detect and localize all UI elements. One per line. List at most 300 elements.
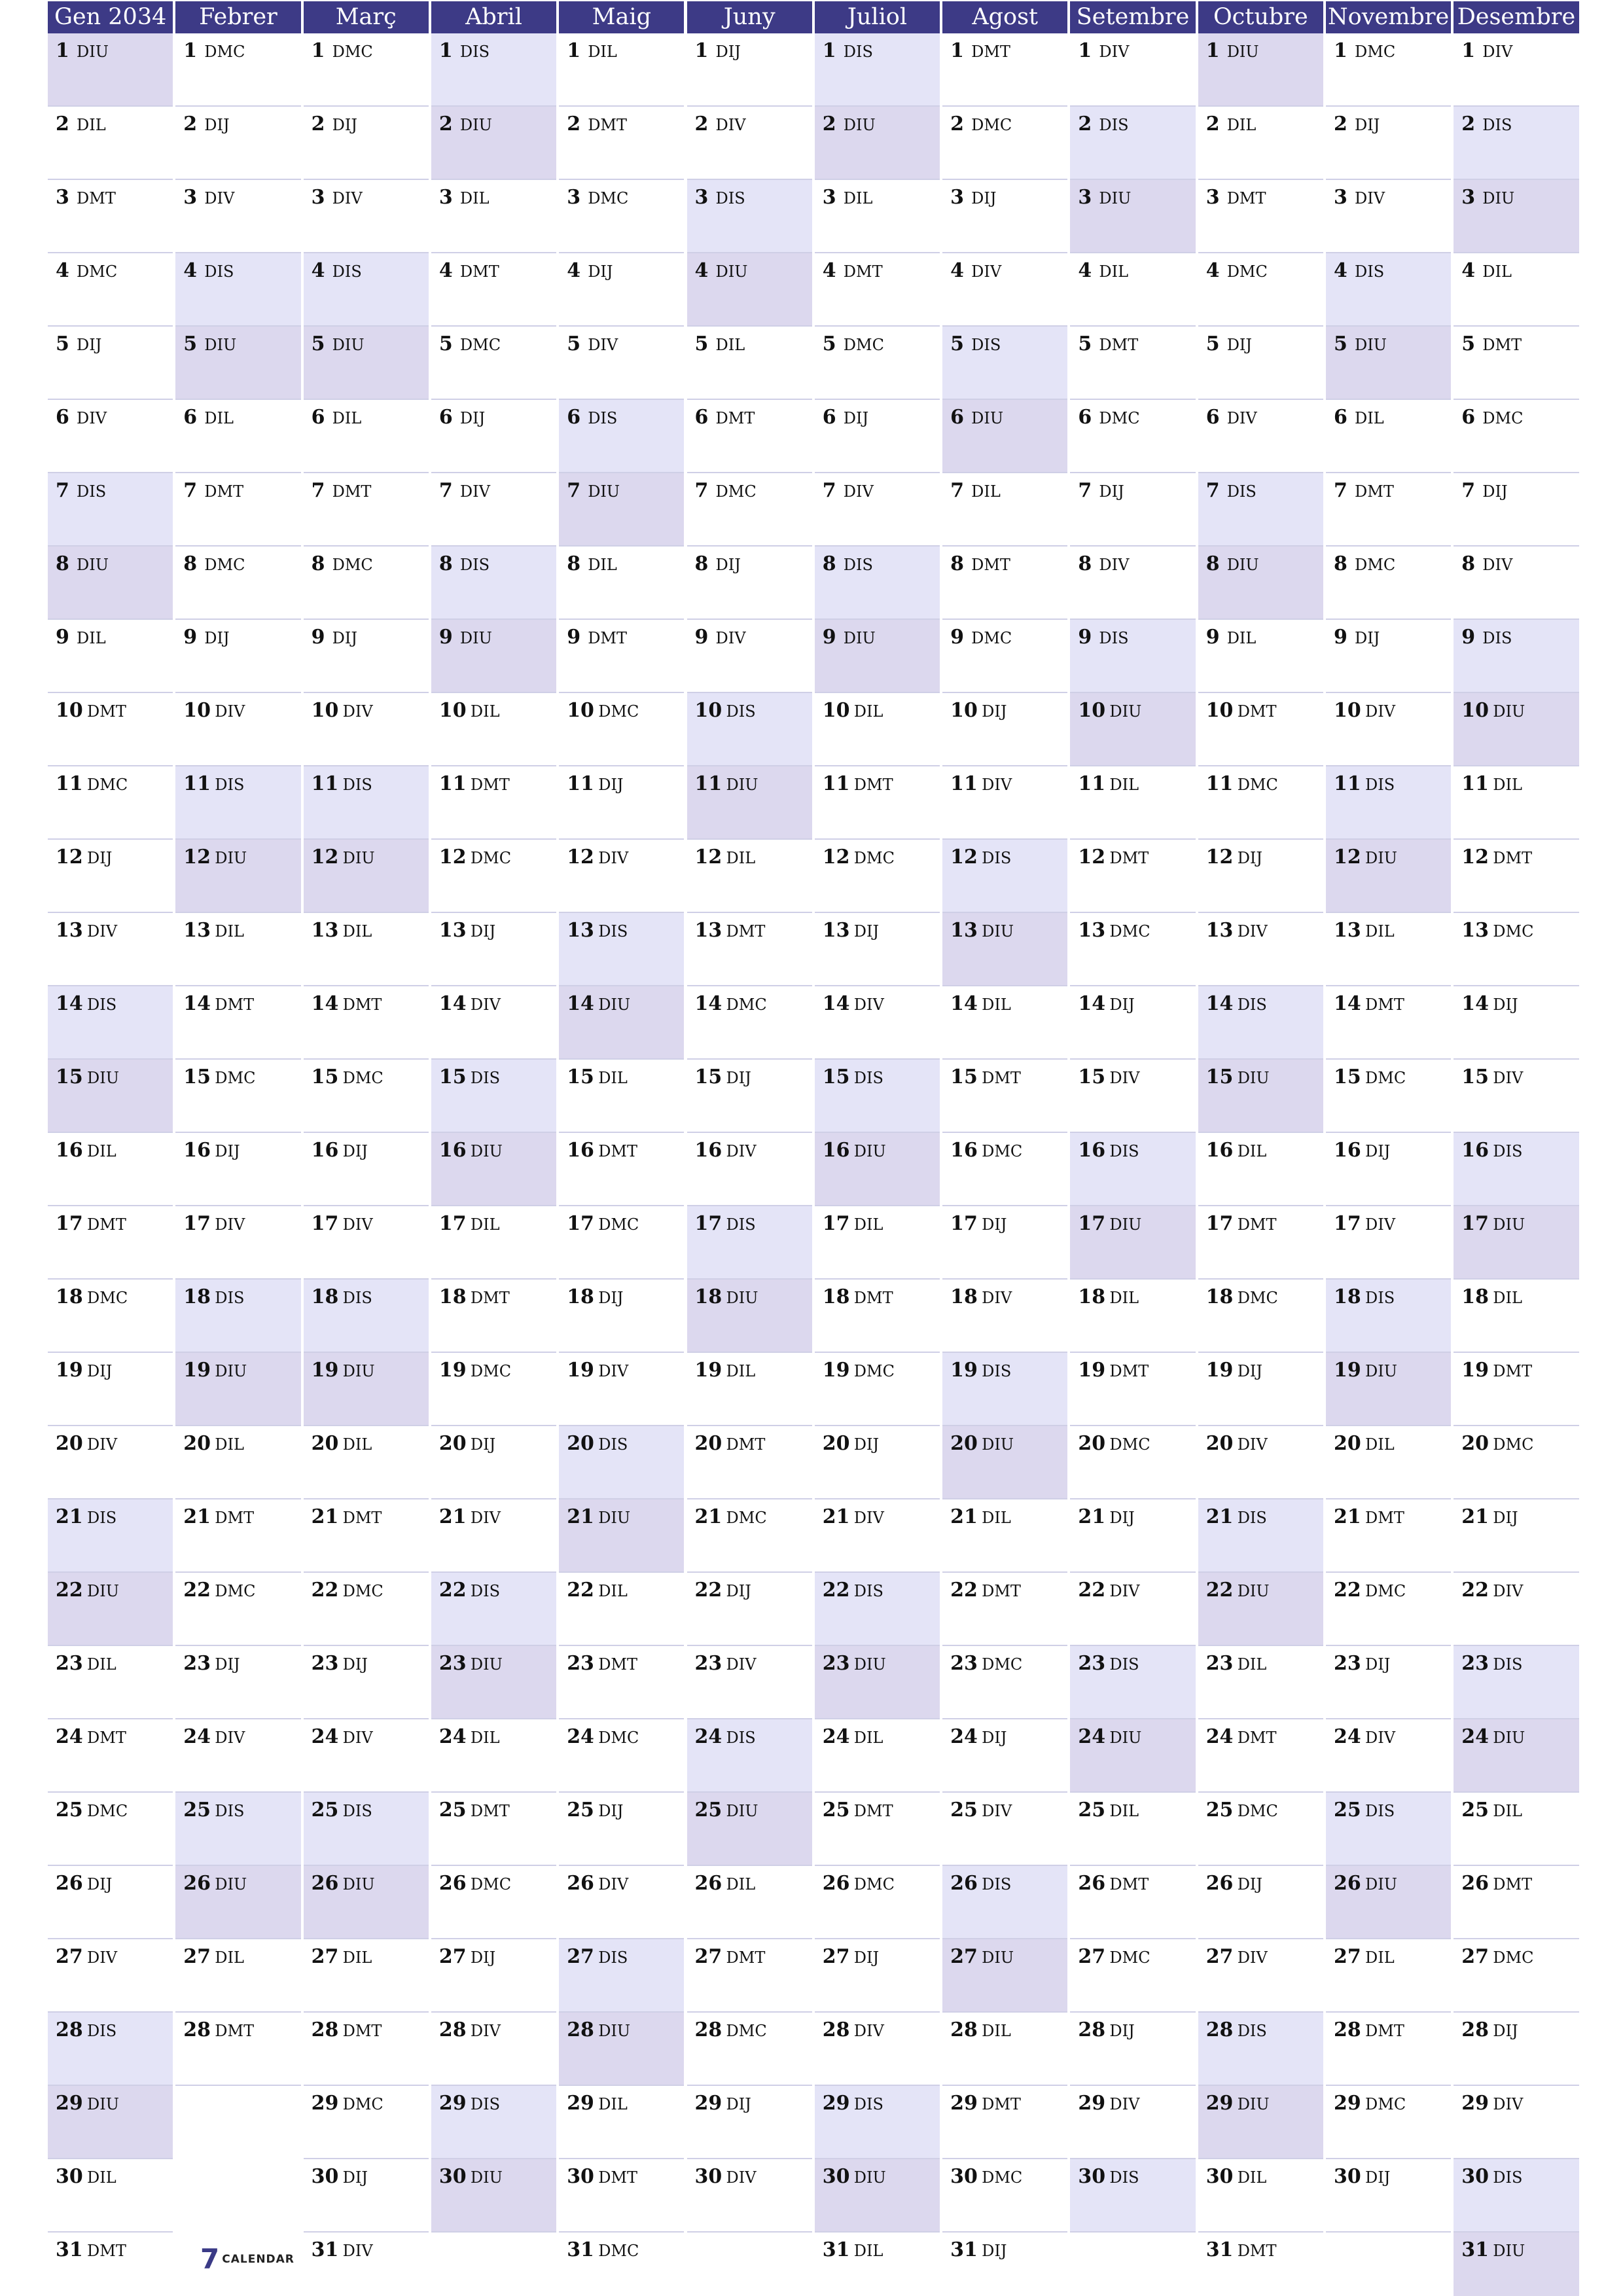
day-cell[interactable] — [431, 1206, 556, 1280]
day-cell[interactable] — [48, 1719, 173, 1793]
day-cell[interactable] — [687, 1426, 812, 1499]
day-cell[interactable] — [815, 2013, 940, 2086]
day-cell[interactable] — [431, 1866, 556, 1939]
day-cell[interactable] — [1454, 473, 1578, 547]
day-cell[interactable] — [1070, 1426, 1195, 1499]
day-cell[interactable] — [175, 1939, 300, 2013]
day-cell[interactable] — [1198, 33, 1323, 107]
day-cell[interactable] — [1326, 840, 1451, 913]
day-cell[interactable] — [431, 766, 556, 840]
day-cell[interactable] — [942, 2233, 1067, 2296]
day-cell[interactable] — [559, 33, 684, 107]
day-cell[interactable] — [1454, 547, 1578, 620]
day-cell[interactable] — [559, 253, 684, 327]
day-cell[interactable] — [1326, 547, 1451, 620]
day-cell[interactable] — [304, 1793, 429, 1866]
day-cell[interactable] — [559, 1793, 684, 1866]
day-cell[interactable] — [1326, 1133, 1451, 1206]
day-cell[interactable] — [48, 1939, 173, 2013]
day-cell[interactable] — [175, 473, 300, 547]
day-cell[interactable] — [1326, 1353, 1451, 1426]
day-cell[interactable] — [815, 473, 940, 547]
day-cell[interactable] — [815, 253, 940, 327]
day-cell[interactable] — [175, 33, 300, 107]
day-cell[interactable] — [815, 2086, 940, 2159]
day-cell[interactable] — [304, 1499, 429, 1573]
day-cell[interactable] — [1070, 400, 1195, 473]
day-cell[interactable] — [1454, 2159, 1578, 2233]
day-cell[interactable] — [431, 1426, 556, 1499]
day-cell[interactable] — [1070, 840, 1195, 913]
day-cell[interactable] — [815, 1353, 940, 1426]
day-cell[interactable] — [175, 1573, 300, 1646]
day-cell[interactable] — [1326, 1646, 1451, 1719]
day-cell[interactable] — [687, 2159, 812, 2233]
day-cell[interactable] — [687, 620, 812, 693]
day-cell[interactable] — [431, 2013, 556, 2086]
day-cell[interactable] — [304, 986, 429, 1060]
day-cell[interactable] — [1198, 2013, 1323, 2086]
day-cell[interactable] — [815, 766, 940, 840]
day-cell[interactable] — [1326, 107, 1451, 180]
day-cell[interactable] — [48, 2013, 173, 2086]
day-cell[interactable] — [48, 766, 173, 840]
day-cell[interactable] — [1070, 547, 1195, 620]
day-cell[interactable] — [1454, 327, 1578, 400]
day-cell[interactable] — [815, 1573, 940, 1646]
day-cell[interactable] — [942, 33, 1067, 107]
day-cell[interactable] — [1198, 2233, 1323, 2296]
day-cell[interactable] — [1198, 1206, 1323, 1280]
day-cell[interactable] — [1454, 1060, 1578, 1133]
day-cell[interactable] — [815, 1280, 940, 1353]
day-cell[interactable] — [559, 986, 684, 1060]
day-cell[interactable] — [559, 1280, 684, 1353]
day-cell[interactable] — [942, 1060, 1067, 1133]
day-cell[interactable] — [1198, 693, 1323, 766]
day-cell[interactable] — [175, 1793, 300, 1866]
day-cell[interactable] — [175, 766, 300, 840]
day-cell[interactable] — [431, 2159, 556, 2233]
day-cell[interactable] — [1326, 693, 1451, 766]
day-cell[interactable] — [1070, 913, 1195, 986]
day-cell[interactable] — [1070, 1646, 1195, 1719]
day-cell[interactable] — [1326, 1866, 1451, 1939]
day-cell[interactable] — [48, 547, 173, 620]
day-cell[interactable] — [559, 400, 684, 473]
day-cell[interactable] — [175, 693, 300, 766]
day-cell[interactable] — [1198, 1280, 1323, 1353]
day-cell[interactable] — [304, 400, 429, 473]
day-cell[interactable] — [175, 327, 300, 400]
day-cell[interactable] — [431, 107, 556, 180]
day-cell[interactable] — [1198, 107, 1323, 180]
day-cell[interactable] — [559, 180, 684, 253]
day-cell[interactable] — [304, 1573, 429, 1646]
day-cell[interactable] — [1326, 1426, 1451, 1499]
day-cell[interactable] — [431, 400, 556, 473]
day-cell[interactable] — [1326, 1793, 1451, 1866]
day-cell[interactable] — [1198, 180, 1323, 253]
day-cell[interactable] — [815, 1133, 940, 1206]
day-cell[interactable] — [431, 33, 556, 107]
day-cell[interactable] — [304, 180, 429, 253]
day-cell[interactable] — [687, 2086, 812, 2159]
day-cell[interactable] — [431, 327, 556, 400]
day-cell[interactable] — [942, 253, 1067, 327]
day-cell[interactable] — [1070, 180, 1195, 253]
day-cell[interactable] — [48, 400, 173, 473]
day-cell[interactable] — [431, 1646, 556, 1719]
day-cell[interactable] — [175, 400, 300, 473]
day-cell[interactable] — [815, 2159, 940, 2233]
day-cell[interactable] — [942, 547, 1067, 620]
day-cell[interactable] — [1454, 2086, 1578, 2159]
day-cell[interactable] — [559, 1206, 684, 1280]
day-cell[interactable] — [559, 1353, 684, 1426]
day-cell[interactable] — [1198, 986, 1323, 1060]
day-cell[interactable] — [431, 473, 556, 547]
day-cell[interactable] — [304, 107, 429, 180]
day-cell[interactable] — [942, 107, 1067, 180]
day-cell[interactable] — [942, 2086, 1067, 2159]
day-cell[interactable] — [431, 913, 556, 986]
day-cell[interactable] — [687, 473, 812, 547]
day-cell[interactable] — [304, 327, 429, 400]
day-cell[interactable] — [48, 180, 173, 253]
day-cell[interactable] — [815, 2233, 940, 2296]
day-cell[interactable] — [175, 1646, 300, 1719]
day-cell[interactable] — [431, 986, 556, 1060]
day-cell[interactable] — [942, 1793, 1067, 1866]
day-cell[interactable] — [1326, 1206, 1451, 1280]
day-cell[interactable] — [1198, 1646, 1323, 1719]
day-cell[interactable] — [1454, 1280, 1578, 1353]
day-cell[interactable] — [48, 620, 173, 693]
day-cell[interactable] — [942, 2159, 1067, 2233]
day-cell[interactable] — [687, 547, 812, 620]
day-cell[interactable] — [815, 547, 940, 620]
day-cell[interactable] — [1454, 2013, 1578, 2086]
day-cell[interactable] — [431, 1573, 556, 1646]
day-cell[interactable] — [687, 1133, 812, 1206]
day-cell[interactable] — [687, 1866, 812, 1939]
day-cell[interactable] — [431, 1060, 556, 1133]
day-cell[interactable] — [687, 1499, 812, 1573]
day-cell[interactable] — [1198, 620, 1323, 693]
day-cell[interactable] — [1326, 253, 1451, 327]
day-cell[interactable] — [48, 2159, 173, 2233]
day-cell[interactable] — [1070, 1939, 1195, 2013]
day-cell[interactable] — [48, 1280, 173, 1353]
day-cell[interactable] — [815, 33, 940, 107]
day-cell[interactable] — [1070, 1573, 1195, 1646]
day-cell[interactable] — [687, 986, 812, 1060]
day-cell[interactable] — [304, 1426, 429, 1499]
day-cell[interactable] — [942, 986, 1067, 1060]
day-cell[interactable] — [815, 620, 940, 693]
day-cell[interactable] — [48, 2233, 173, 2296]
day-cell[interactable] — [1326, 2159, 1451, 2233]
day-cell[interactable] — [1070, 2159, 1195, 2233]
day-cell[interactable] — [175, 620, 300, 693]
day-cell[interactable] — [304, 913, 429, 986]
day-cell[interactable] — [1070, 693, 1195, 766]
day-cell[interactable] — [304, 766, 429, 840]
day-cell[interactable] — [1070, 1280, 1195, 1353]
day-cell[interactable] — [1326, 2086, 1451, 2159]
day-cell[interactable] — [304, 1133, 429, 1206]
day-cell[interactable] — [1070, 107, 1195, 180]
day-cell[interactable] — [1454, 1646, 1578, 1719]
day-cell[interactable] — [942, 1719, 1067, 1793]
day-cell[interactable] — [175, 1206, 300, 1280]
day-cell[interactable] — [304, 2233, 429, 2296]
day-cell[interactable] — [1198, 1426, 1323, 1499]
day-cell[interactable] — [559, 1133, 684, 1206]
day-cell[interactable] — [559, 107, 684, 180]
day-cell[interactable] — [942, 1280, 1067, 1353]
day-cell[interactable] — [304, 2013, 429, 2086]
day-cell[interactable] — [815, 1793, 940, 1866]
day-cell[interactable] — [304, 547, 429, 620]
day-cell[interactable] — [687, 1939, 812, 2013]
day-cell[interactable] — [1326, 2013, 1451, 2086]
day-cell[interactable] — [48, 1426, 173, 1499]
day-cell[interactable] — [942, 2013, 1067, 2086]
day-cell[interactable] — [1454, 180, 1578, 253]
day-cell[interactable] — [1326, 1719, 1451, 1793]
day-cell[interactable] — [942, 1353, 1067, 1426]
day-cell[interactable] — [942, 1133, 1067, 1206]
day-cell[interactable] — [48, 1573, 173, 1646]
day-cell[interactable] — [815, 1866, 940, 1939]
day-cell[interactable] — [559, 1426, 684, 1499]
day-cell[interactable] — [48, 1646, 173, 1719]
day-cell[interactable] — [175, 2013, 300, 2086]
day-cell[interactable] — [175, 107, 300, 180]
day-cell[interactable] — [1070, 1866, 1195, 1939]
day-cell[interactable] — [431, 1133, 556, 1206]
day-cell[interactable] — [1198, 473, 1323, 547]
day-cell[interactable] — [1070, 620, 1195, 693]
day-cell[interactable] — [1198, 1499, 1323, 1573]
day-cell[interactable] — [559, 1646, 684, 1719]
day-cell[interactable] — [687, 1280, 812, 1353]
day-cell[interactable] — [1198, 913, 1323, 986]
day-cell[interactable] — [559, 2086, 684, 2159]
day-cell[interactable] — [942, 1646, 1067, 1719]
day-cell[interactable] — [431, 1793, 556, 1866]
day-cell[interactable] — [559, 1939, 684, 2013]
day-cell[interactable] — [687, 913, 812, 986]
day-cell[interactable] — [1454, 1793, 1578, 1866]
day-cell[interactable] — [1454, 400, 1578, 473]
day-cell[interactable] — [1326, 620, 1451, 693]
day-cell[interactable] — [687, 840, 812, 913]
day-cell[interactable] — [431, 1353, 556, 1426]
day-cell[interactable] — [175, 1719, 300, 1793]
day-cell[interactable] — [48, 840, 173, 913]
day-cell[interactable] — [815, 913, 940, 986]
day-cell[interactable] — [942, 1206, 1067, 1280]
day-cell[interactable] — [175, 1426, 300, 1499]
day-cell[interactable] — [942, 766, 1067, 840]
day-cell[interactable] — [431, 840, 556, 913]
day-cell[interactable] — [559, 766, 684, 840]
day-cell[interactable] — [48, 986, 173, 1060]
day-cell[interactable] — [1070, 1060, 1195, 1133]
day-cell[interactable] — [1326, 1499, 1451, 1573]
day-cell[interactable] — [48, 2086, 173, 2159]
day-cell[interactable] — [559, 840, 684, 913]
day-cell[interactable] — [304, 473, 429, 547]
day-cell[interactable] — [1454, 1573, 1578, 1646]
day-cell[interactable] — [942, 327, 1067, 400]
day-cell[interactable] — [1198, 1719, 1323, 1793]
day-cell[interactable] — [175, 1060, 300, 1133]
day-cell[interactable] — [1454, 253, 1578, 327]
day-cell[interactable] — [687, 1646, 812, 1719]
day-cell[interactable] — [1326, 1060, 1451, 1133]
day-cell[interactable] — [1070, 1206, 1195, 1280]
day-cell[interactable] — [1454, 33, 1578, 107]
day-cell[interactable] — [1454, 1206, 1578, 1280]
day-cell[interactable] — [815, 986, 940, 1060]
day-cell[interactable] — [304, 2159, 429, 2233]
day-cell[interactable] — [1326, 327, 1451, 400]
day-cell[interactable] — [1454, 620, 1578, 693]
day-cell[interactable] — [687, 107, 812, 180]
day-cell[interactable] — [1454, 107, 1578, 180]
day-cell[interactable] — [304, 1280, 429, 1353]
day-cell[interactable] — [942, 620, 1067, 693]
day-cell[interactable] — [175, 1353, 300, 1426]
day-cell[interactable] — [1070, 766, 1195, 840]
day-cell[interactable] — [815, 1499, 940, 1573]
day-cell[interactable] — [1198, 1133, 1323, 1206]
day-cell[interactable] — [48, 1060, 173, 1133]
day-cell[interactable] — [1454, 2233, 1578, 2296]
day-cell[interactable] — [431, 2086, 556, 2159]
day-cell[interactable] — [1198, 1793, 1323, 1866]
day-cell[interactable] — [431, 547, 556, 620]
day-cell[interactable] — [815, 1206, 940, 1280]
day-cell[interactable] — [942, 1426, 1067, 1499]
day-cell[interactable] — [48, 1866, 173, 1939]
day-cell[interactable] — [815, 840, 940, 913]
day-cell[interactable] — [304, 1866, 429, 1939]
day-cell[interactable] — [942, 400, 1067, 473]
day-cell[interactable] — [175, 840, 300, 913]
day-cell[interactable] — [304, 1353, 429, 1426]
day-cell[interactable] — [1198, 1939, 1323, 2013]
day-cell[interactable] — [431, 1719, 556, 1793]
day-cell[interactable] — [175, 986, 300, 1060]
day-cell[interactable] — [175, 1133, 300, 1206]
day-cell[interactable] — [431, 1280, 556, 1353]
day-cell[interactable] — [48, 107, 173, 180]
day-cell[interactable] — [48, 1793, 173, 1866]
day-cell[interactable] — [815, 1426, 940, 1499]
day-cell[interactable] — [431, 693, 556, 766]
day-cell[interactable] — [1326, 1280, 1451, 1353]
day-cell[interactable] — [687, 1793, 812, 1866]
day-cell[interactable] — [175, 1499, 300, 1573]
day-cell[interactable] — [1198, 2159, 1323, 2233]
day-cell[interactable] — [559, 1866, 684, 1939]
day-cell[interactable] — [687, 693, 812, 766]
day-cell[interactable] — [815, 1939, 940, 2013]
day-cell[interactable] — [48, 473, 173, 547]
day-cell[interactable] — [48, 1353, 173, 1426]
day-cell[interactable] — [304, 33, 429, 107]
day-cell[interactable] — [431, 180, 556, 253]
day-cell[interactable] — [559, 1719, 684, 1793]
day-cell[interactable] — [1070, 1499, 1195, 1573]
day-cell[interactable] — [687, 1353, 812, 1426]
day-cell[interactable] — [48, 253, 173, 327]
day-cell[interactable] — [559, 1060, 684, 1133]
day-cell[interactable] — [48, 1499, 173, 1573]
day-cell[interactable] — [175, 913, 300, 986]
day-cell[interactable] — [304, 1939, 429, 2013]
day-cell[interactable] — [1070, 1793, 1195, 1866]
day-cell[interactable] — [559, 620, 684, 693]
day-cell[interactable] — [815, 400, 940, 473]
day-cell[interactable] — [48, 1206, 173, 1280]
day-cell[interactable] — [48, 693, 173, 766]
day-cell[interactable] — [942, 1499, 1067, 1573]
day-cell[interactable] — [687, 1573, 812, 1646]
day-cell[interactable] — [1454, 986, 1578, 1060]
day-cell[interactable] — [559, 547, 684, 620]
day-cell[interactable] — [1070, 1719, 1195, 1793]
day-cell[interactable] — [687, 2013, 812, 2086]
day-cell[interactable] — [1198, 1060, 1323, 1133]
day-cell[interactable] — [1198, 1573, 1323, 1646]
day-cell[interactable] — [304, 620, 429, 693]
day-cell[interactable] — [48, 33, 173, 107]
day-cell[interactable] — [942, 473, 1067, 547]
day-cell[interactable] — [304, 693, 429, 766]
day-cell[interactable] — [815, 1060, 940, 1133]
day-cell[interactable] — [687, 766, 812, 840]
day-cell[interactable] — [687, 1719, 812, 1793]
day-cell[interactable] — [304, 2086, 429, 2159]
day-cell[interactable] — [304, 1646, 429, 1719]
day-cell[interactable] — [431, 253, 556, 327]
day-cell[interactable] — [1326, 33, 1451, 107]
day-cell[interactable] — [1326, 766, 1451, 840]
day-cell[interactable] — [559, 327, 684, 400]
day-cell[interactable] — [1070, 327, 1195, 400]
day-cell[interactable] — [559, 1499, 684, 1573]
day-cell[interactable] — [687, 180, 812, 253]
day-cell[interactable] — [942, 840, 1067, 913]
day-cell[interactable] — [1198, 1866, 1323, 1939]
day-cell[interactable] — [304, 1060, 429, 1133]
day-cell[interactable] — [687, 327, 812, 400]
day-cell[interactable] — [1454, 766, 1578, 840]
day-cell[interactable] — [1198, 840, 1323, 913]
day-cell[interactable] — [815, 693, 940, 766]
day-cell[interactable] — [559, 2159, 684, 2233]
day-cell[interactable] — [1070, 33, 1195, 107]
day-cell[interactable] — [1198, 2086, 1323, 2159]
day-cell[interactable] — [175, 180, 300, 253]
day-cell[interactable] — [48, 1133, 173, 1206]
